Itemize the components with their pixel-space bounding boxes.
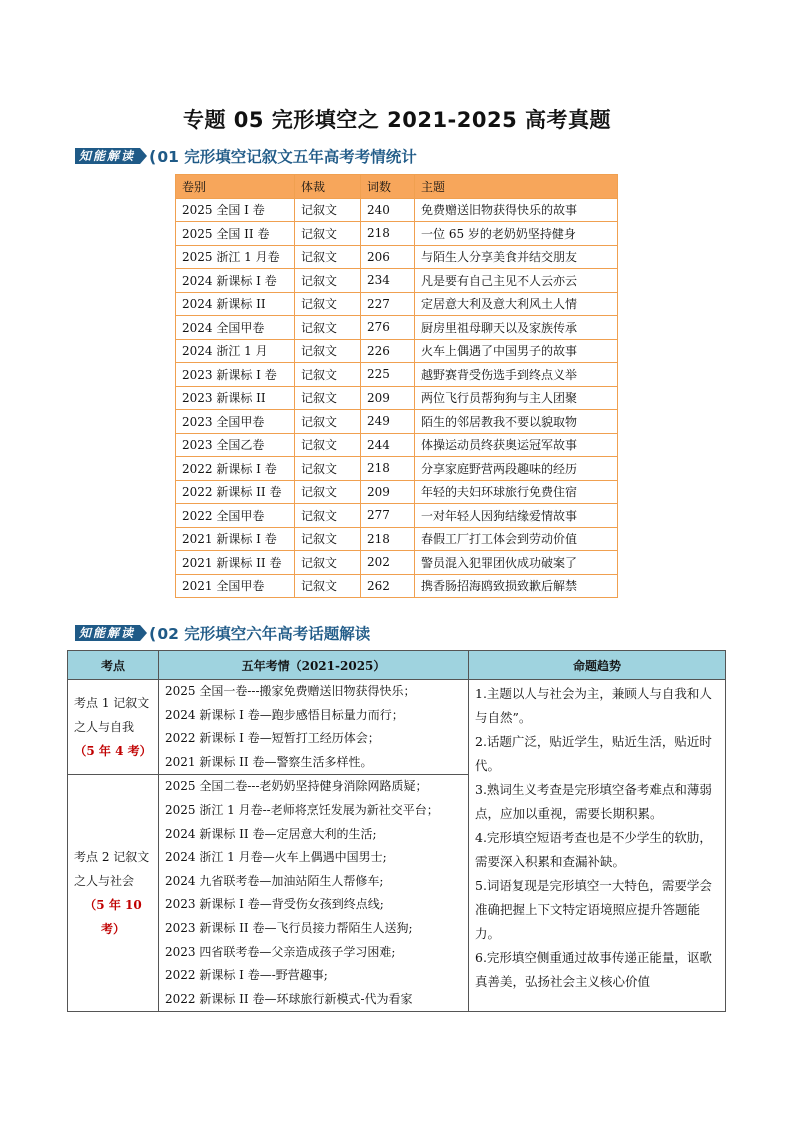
column-header: 命题趋势 — [469, 651, 726, 680]
trend-item: 5.词语复现是完形填空一大特色，需要学会准确把握上下文特定语境照应提升答题能力。 — [475, 878, 712, 941]
table-row — [176, 457, 618, 481]
table-cell: 2022 全国甲卷 — [176, 504, 295, 528]
table-cell: 一对年轻人因狗结缘爱情故事 — [415, 504, 618, 528]
table-row — [176, 339, 618, 363]
section-title: 01 完形填空记叙文五年高考考情统计 — [157, 148, 417, 166]
exam-history-line: 2024 新课标 I 卷—跑步感悟目标量力而行； — [165, 707, 404, 722]
column-header: 主题 — [415, 175, 618, 199]
table-cell: 记叙文 — [295, 222, 361, 246]
table-cell: 2023 全国甲卷 — [176, 410, 295, 434]
table-row — [176, 198, 618, 222]
table-cell: 209 — [361, 480, 415, 504]
column-header: 体裁 — [295, 175, 361, 199]
table-header-row — [68, 651, 726, 680]
exam-history-line: 2025 全国一卷---搬家免费赠送旧物获得快乐； — [165, 684, 416, 698]
table-cell: 记叙文 — [295, 386, 361, 410]
table-cell: 2023 新课标 II — [176, 386, 295, 410]
table-row — [176, 245, 618, 269]
table-row — [176, 574, 618, 598]
table-cell: 2023 全国乙卷 — [176, 433, 295, 457]
table-cell: 240 — [361, 198, 415, 222]
table-cell: 249 — [361, 410, 415, 434]
table-row — [176, 316, 618, 340]
table-cell: 记叙文 — [295, 339, 361, 363]
topic-count: （5 年 4 考） — [74, 744, 152, 759]
section-badge: 知能解读 — [75, 148, 140, 164]
section-bracket-icon: ( — [149, 623, 157, 643]
table-cell: 2024 全国甲卷 — [176, 316, 295, 340]
table-cell: 2023 新课标 I 卷 — [176, 363, 295, 387]
table-cell: 凡是要有自己主见不人云亦云 — [415, 269, 618, 293]
table-cell: 218 — [361, 222, 415, 246]
table-cell: 记叙文 — [295, 457, 361, 481]
exam-history-line: 2025 浙江 1 月卷--老师将烹饪发展为新社交平台； — [165, 802, 439, 817]
table-cell: 2022 新课标 II 卷 — [176, 480, 295, 504]
table-cell: 记叙文 — [295, 292, 361, 316]
table-cell: 记叙文 — [295, 363, 361, 387]
trend-item: 3.熟词生义考查是完形填空备考难点和薄弱点，应加以重视，需要长期积累。 — [475, 782, 712, 821]
table-row — [176, 363, 618, 387]
exam-history-line: 2022 新课标 I 卷—短暂打工经历体会； — [165, 731, 380, 746]
table-row — [176, 269, 618, 293]
exam-stats-table — [175, 174, 618, 598]
table-cell: 2024 新课标 II — [176, 292, 295, 316]
table-cell: 2024 浙江 1 月 — [176, 339, 295, 363]
table-cell: 277 — [361, 504, 415, 528]
table-cell: 记叙文 — [295, 245, 361, 269]
topic-name: 考点 1 记叙文之人与自我 — [74, 696, 150, 735]
trend-item: 6.完形填空侧重通过故事传递正能量，讴歌真善美，弘扬社会主义核心价值 — [475, 950, 712, 989]
table-row — [176, 222, 618, 246]
exam-history-line: 2022 新课标 I 卷—-野营趣事; — [165, 968, 328, 983]
table-cell: 2025 全国 I 卷 — [176, 198, 295, 222]
page-title: 专题 05 完形填空之 2021-2025 高考真题 — [182, 108, 612, 132]
table-row — [176, 410, 618, 434]
table-cell: 警员混入犯罪团伙成功破案了 — [415, 551, 618, 575]
table-cell: 两位飞行员帮狗狗与主人团聚 — [415, 386, 618, 410]
table-row — [176, 433, 618, 457]
table-cell: 2021 新课标 I 卷 — [176, 527, 295, 551]
table-cell: 218 — [361, 527, 415, 551]
table-cell: 越野赛背受伤选手到终点义举 — [415, 363, 618, 387]
section-1-heading — [75, 145, 417, 167]
column-header: 考点 — [68, 651, 159, 680]
table-cell: 225 — [361, 363, 415, 387]
table-cell: 206 — [361, 245, 415, 269]
column-header: 卷别 — [176, 175, 295, 199]
table-cell: 一位 65 岁的老奶奶坚持健身 — [415, 222, 618, 246]
table-cell: 记叙文 — [295, 433, 361, 457]
column-header: 词数 — [361, 175, 415, 199]
table-cell: 262 — [361, 574, 415, 598]
trend-item: 1.主题以人与社会为主，兼顾人与自我和人与自然”。 — [475, 686, 712, 725]
exam-history-line: 2023 四省联考卷—父亲造成孩子学习困难; — [165, 944, 396, 959]
exam-history-line: 2023 新课标 II 卷—飞行员接力帮陌生人送狗; — [165, 920, 413, 935]
table-row — [176, 292, 618, 316]
table-row — [176, 527, 618, 551]
table-cell: 2025 浙江 1 月卷 — [176, 245, 295, 269]
exam-history-line: 2024 九省联考卷—加油站陌生人帮修车; — [165, 873, 384, 888]
section-bracket-icon: ( — [149, 146, 157, 166]
table-row — [176, 504, 618, 528]
exam-history-line: 2025 全国二卷---老奶奶坚持健身消除网路质疑； — [165, 779, 428, 794]
exam-history-line: 2024 新课标 II 卷—定居意大利的生活; — [165, 826, 377, 841]
trend-item: 4.完形填空短语考查也是不少学生的软肋，需要深入积累和查漏补缺。 — [475, 830, 712, 869]
topic-cell — [68, 775, 159, 1012]
table-cell: 记叙文 — [295, 269, 361, 293]
table-row — [176, 386, 618, 410]
table-cell: 年轻的夫妇环球旅行免费住宿 — [415, 480, 618, 504]
topic-name: 考点 2 记叙文之人与社会 — [74, 850, 150, 889]
table-cell: 2022 新课标 I 卷 — [176, 457, 295, 481]
table-cell: 218 — [361, 457, 415, 481]
table-cell: 火车上偶遇了中国男子的故事 — [415, 339, 618, 363]
exam-history-line: 2023 新课标 I 卷—背受伤女孩到终点线; — [165, 897, 384, 912]
table-cell: 2021 新课标 II 卷 — [176, 551, 295, 575]
table-cell: 厨房里祖母聊天以及家族传承 — [415, 316, 618, 340]
table-cell: 记叙文 — [295, 480, 361, 504]
table-cell: 276 — [361, 316, 415, 340]
table-cell: 携香肠招海鸥致损致歉后解禁 — [415, 574, 618, 598]
table-cell: 与陌生人分享美食并结交朋友 — [415, 245, 618, 269]
table-cell: 陌生的邻居教我不要以貌取物 — [415, 410, 618, 434]
topic-count: （5 年 10 考） — [84, 898, 142, 937]
table-cell: 记叙文 — [295, 410, 361, 434]
table-row — [176, 551, 618, 575]
section-title: 02 完形填空六年高考话题解读 — [157, 625, 371, 643]
exam-history-line: 2022 新课标 II 卷—环球旅行新模式-代为看家 — [165, 991, 413, 1006]
table-cell: 春假工厂打工体会到劳动价值 — [415, 527, 618, 551]
table-cell: 209 — [361, 386, 415, 410]
table-cell: 体操运动员终获奥运冠军故事 — [415, 433, 618, 457]
section-2-heading — [75, 622, 370, 644]
table-cell: 记叙文 — [295, 504, 361, 528]
table-cell: 记叙文 — [295, 198, 361, 222]
table-cell: 记叙文 — [295, 551, 361, 575]
table-header-row — [176, 175, 618, 199]
table-cell: 记叙文 — [295, 574, 361, 598]
exam-history-line: 2021 新课标 II 卷—警察生活多样性。 — [165, 754, 373, 769]
table-cell: 2024 新课标 I 卷 — [176, 269, 295, 293]
table-cell: 记叙文 — [295, 316, 361, 340]
column-header: 五年考情（2021-2025） — [159, 651, 469, 680]
table-cell: 244 — [361, 433, 415, 457]
table-cell: 2025 全国 II 卷 — [176, 222, 295, 246]
exam-history-cell — [159, 775, 469, 1012]
topic-cell — [68, 680, 159, 775]
trend-item: 2.话题广泛，贴近学生，贴近生活，贴近时代。 — [475, 734, 712, 773]
table-cell: 234 — [361, 269, 415, 293]
table-cell: 免费赠送旧物获得快乐的故事 — [415, 198, 618, 222]
table-cell: 227 — [361, 292, 415, 316]
exam-history-line: 2024 浙江 1 月卷—火车上偶遇中国男士; — [165, 850, 387, 865]
trend-cell — [469, 680, 726, 1012]
table-cell: 定居意大利及意大利风土人情 — [415, 292, 618, 316]
table-cell: 分享家庭野营两段趣味的经历 — [415, 457, 618, 481]
section-badge: 知能解读 — [75, 625, 140, 641]
table-cell: 记叙文 — [295, 527, 361, 551]
table-cell: 226 — [361, 339, 415, 363]
table-row — [68, 680, 726, 775]
table-cell: 202 — [361, 551, 415, 575]
topic-analysis-table — [67, 650, 726, 1012]
exam-history-cell — [159, 680, 469, 775]
table-row — [176, 480, 618, 504]
table-cell: 2021 全国甲卷 — [176, 574, 295, 598]
